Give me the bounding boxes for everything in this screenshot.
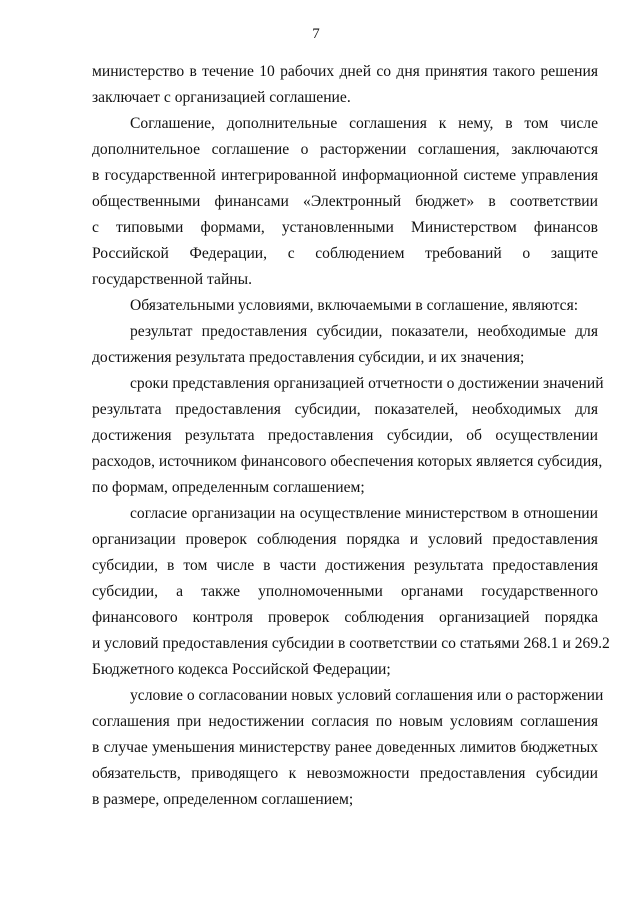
page-number: 7 [312, 26, 320, 42]
text-line: соглашения при недостижении согласия по новым условиям соглашения [92, 713, 598, 730]
text-line: достижения результата предоставления субсидии, и их значения; [92, 349, 525, 366]
text-line: с типовыми формами, установленными Министерством финансов [92, 219, 598, 236]
text-line: Российской Федерации, с соблюдением требований о защите [92, 245, 598, 262]
text-line: субсидии, в том числе в части достижения результата предоставления [92, 557, 598, 574]
text-line: общественными финансами «Электронный бюджет» в соответствии [92, 193, 598, 210]
text-line: государственной тайны. [92, 271, 253, 288]
text-line: и условий предоставления субсидии в соответствии со статьями 268.1 и 269.2 [92, 635, 610, 652]
text-line: расходов, источником финансового обеспечения которых является субсидия, [92, 453, 603, 470]
text-line: финансового контроля проверок соблюдения организацией порядка [92, 609, 598, 626]
text-line: организации проверок соблюдения порядка и условий предоставления [92, 531, 598, 548]
text-line: обязательств, приводящего к невозможности предоставления субсидии [92, 765, 598, 782]
text-line: дополнительное соглашение о расторжении соглашения, заключаются [92, 141, 598, 158]
text-line: министерство в течение 10 рабочих дней со дня принятия такого решения [92, 63, 598, 80]
text-line: достижения результата предоставления субсидии, об осуществлении [92, 427, 598, 444]
text-line: Бюджетного кодекса Российской Федерации; [92, 661, 391, 678]
text-line: в случае уменьшения министерству ранее доведенных лимитов бюджетных [92, 739, 598, 756]
text-line: сроки представления организацией отчетности о достижении значений [130, 375, 604, 392]
text-line: условие о согласовании новых условий соглашения или о расторжении [130, 687, 604, 704]
text-line: в размере, определенном соглашением; [92, 791, 354, 808]
text-line: Соглашение, дополнительные соглашения к нему, в том числе [130, 115, 598, 132]
text-line: результата предоставления субсидии, показателей, необходимых для [92, 401, 598, 418]
text-line: согласие организации на осуществление министерством в отношении [130, 505, 598, 522]
text-line: результат предоставления субсидии, показатели, необходимые для [130, 323, 598, 340]
text-line: по формам, определенным соглашением; [92, 479, 365, 496]
text-line: Обязательными условиями, включаемыми в соглашение, являются: [130, 297, 579, 314]
text-line: субсидии, а также уполномоченными органами государственного [92, 583, 598, 600]
document-body [92, 59, 610, 813]
text-line: заключает с организацией соглашение. [92, 89, 351, 106]
text-line: в государственной интегрированной информационной системе управления [92, 167, 598, 184]
